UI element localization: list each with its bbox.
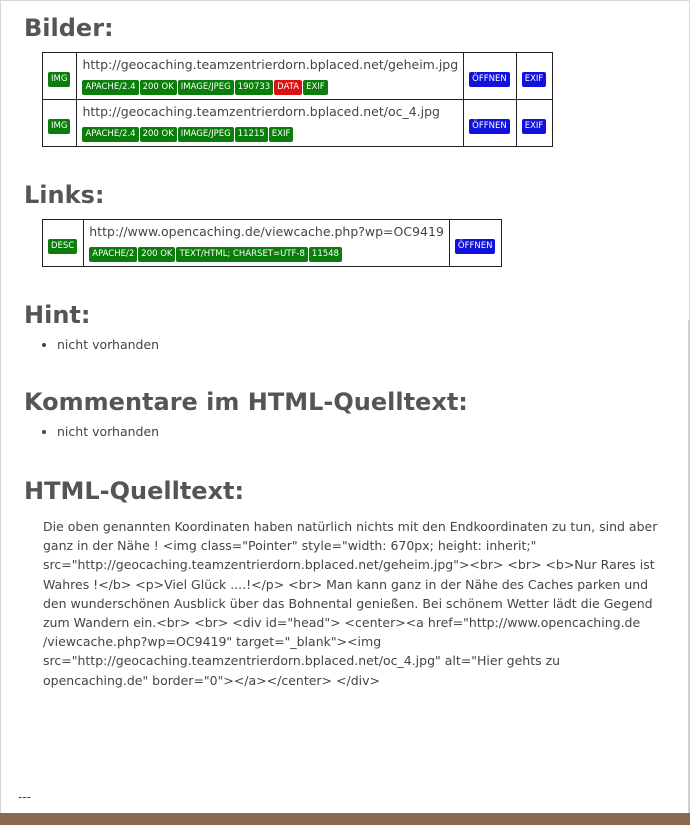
status-badge: EXIF [269, 127, 294, 142]
heading-links: Links: [24, 181, 105, 209]
url-cell [77, 100, 464, 147]
resource-url: http://geocaching.teamzentrierdorn.bplaced.net/oc_4.jpg [82, 104, 440, 119]
status-badge: 200 OK [138, 247, 175, 262]
type-cell [43, 53, 77, 100]
badge-list [82, 74, 458, 95]
content [24, 14, 664, 690]
table-row [43, 220, 502, 267]
type-badge: IMG [48, 119, 70, 134]
open-cell [449, 220, 502, 267]
exif-button[interactable]: EXIF [522, 72, 547, 87]
open-button[interactable]: ÖFFNEN [455, 239, 496, 254]
bottom-bar [0, 813, 690, 825]
status-badge: TEXT/HTML; CHARSET=UTF-8 [176, 247, 307, 262]
open-button[interactable]: ÖFFNEN [469, 72, 510, 87]
status-badge: 200 OK [140, 127, 177, 142]
heading-hint: Hint: [24, 301, 91, 329]
table-row [43, 53, 553, 100]
type-cell [43, 220, 84, 267]
status-badge: 11215 [235, 127, 268, 142]
status-badge: IMAGE/JPEG [178, 80, 234, 95]
comment-list [24, 424, 664, 439]
status-badge: 190733 [235, 80, 273, 95]
links-table [42, 219, 502, 267]
exif-button[interactable]: EXIF [522, 119, 547, 134]
heading-kommentare: Kommentare im HTML-Quelltext: [24, 388, 468, 416]
resource-url: http://geocaching.teamzentrierdorn.bplaced.net/geheim.jpg [82, 57, 459, 72]
open-cell [464, 100, 517, 147]
footer-text: --- [18, 790, 31, 804]
url-cell [77, 53, 464, 100]
url-cell [84, 220, 450, 267]
resource-url: http://www.opencaching.de/viewcache.php?wp=OC9419 [89, 224, 444, 239]
type-cell [43, 100, 77, 147]
exif-cell [516, 100, 553, 147]
open-cell [464, 53, 517, 100]
table-row [43, 100, 553, 147]
status-badge: EXIF [303, 80, 328, 95]
heading-quelltext: HTML-Quelltext: [24, 477, 245, 505]
type-badge: DESC [48, 239, 77, 254]
list-item: • nicht vorhanden [57, 337, 664, 352]
status-badge: IMAGE/JPEG [178, 127, 234, 142]
hint-list [24, 337, 664, 352]
badge-list [89, 241, 444, 262]
status-badge: APACHE/2.4 [82, 127, 138, 142]
type-badge: IMG [48, 72, 70, 87]
list-item: • nicht vorhanden [57, 424, 664, 439]
status-badge: DATA [274, 80, 302, 95]
status-badge: 200 OK [140, 80, 177, 95]
status-badge: 11548 [309, 247, 342, 262]
heading-bilder: Bilder: [24, 14, 114, 42]
badge-list [82, 121, 458, 142]
status-badge: APACHE/2.4 [82, 80, 138, 95]
source-text: Die oben genannten Koordinaten haben natürlich nichts mit den Endkoordinaten zu tun, sind aber ganz in der Nähe ! <img class="Pointer" style="width: 670px; height: inherit;" src="http://geocaching.teamzentrierdorn.bplaced.net/geheim.jpg"><br> <br> <b>Nur Rares ist Wahres !</b> <p>Viel Glück ....!</p> <br> Man kann ganz in der Nähe des Caches parken und den wunderschönen Ausblick über das Bohnental genießen. Bei schönem Wetter lädt die Gegend zum Wandern ein.<br> <br> <div id="head"> <center><a href="http://www.opencaching.de /viewcache.php?wp=OC9419" target="_blank"><img src="http://geocaching.teamzentrierdorn.bplaced.net/oc_4.jpg" alt="Hier gehts zu opencaching.de" border="0"></a></center> </div> [43, 519, 658, 688]
open-button[interactable]: ÖFFNEN [469, 119, 510, 134]
images-table [42, 52, 553, 147]
status-badge: APACHE/2 [89, 247, 137, 262]
exif-cell [516, 53, 553, 100]
